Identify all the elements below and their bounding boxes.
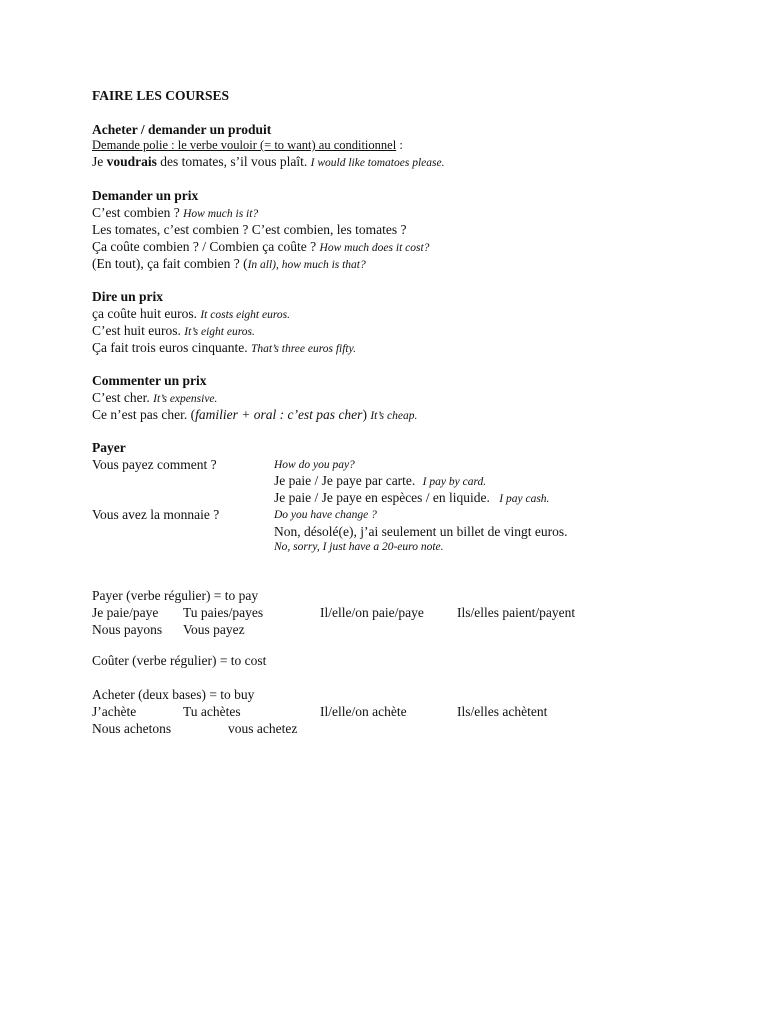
conj-acheter-2s: Tu achètes: [183, 704, 241, 719]
translation: It’s cheap.: [370, 410, 418, 422]
section-heading-dire-prix: Dire un prix: [92, 289, 164, 304]
french-text: Ça coûte combien ? / Combien ça coûte ?: [92, 239, 317, 254]
french-text: Je paie / Je paye par carte.: [274, 473, 416, 488]
french-text: Ça fait trois euros cinquante.: [92, 340, 248, 355]
translation: That’s three euros fifty.: [250, 343, 356, 355]
pay-question-2: Vous avez la monnaie ?: [92, 507, 220, 522]
price-question-2: Les tomates, c’est combien ? C’est combien, les tomates ?: [92, 222, 407, 237]
section-heading-commenter: Commenter un prix: [92, 373, 207, 388]
bold-verb: voudrais: [106, 154, 157, 169]
conj-acheter-3s: Il/elle/on achète: [320, 704, 407, 719]
translation: It’s expensive.: [153, 393, 218, 405]
conj-acheter-2p: vous achetez: [228, 721, 298, 736]
verb-couter-title: Coûter (verbe régulier) = to cost: [92, 653, 267, 668]
section-heading-payer: Payer: [92, 440, 126, 455]
french-text: ): [362, 407, 367, 422]
price-statement-3: [92, 339, 356, 358]
polite-request-note: [92, 137, 403, 154]
french-text: C’est huit euros.: [92, 323, 181, 338]
conj-payer-2s: Tu paies/payes: [183, 605, 264, 620]
conj-acheter-3p: Ils/elles achètent: [457, 704, 548, 719]
text-fragment: des tomates, s’il vous plaît.: [156, 154, 308, 169]
translation: I pay by card.: [422, 476, 487, 488]
conj-payer-3p: Ils/elles paient/payent: [457, 605, 576, 620]
french-text: Je paie / Je paye en espèces / en liquide.: [274, 490, 490, 505]
verb-payer-title: Payer (verbe régulier) = to pay: [92, 588, 259, 603]
pay-question-2-translation: Do you have change ?: [274, 509, 377, 521]
translation: In all), how much is that?: [247, 259, 366, 271]
section-heading-demander-prix: Demander un prix: [92, 188, 199, 203]
french-text: C’est combien ?: [92, 205, 180, 220]
conj-payer-1p: Nous payons: [92, 622, 163, 637]
conj-payer-2p: Vous payez: [183, 622, 245, 637]
polite-request-colon: :: [396, 138, 403, 152]
pay-answer-3: Non, désolé(e), j’ai seulement un billet de vingt euros.: [274, 524, 568, 539]
french-text: ça coûte huit euros.: [92, 306, 197, 321]
translation: How much is it?: [183, 208, 259, 220]
translation: I would like tomatoes please.: [310, 157, 445, 169]
page-title: FAIRE LES COURSES: [92, 88, 230, 103]
comment-line-2: [92, 406, 417, 425]
translation: It’s eight euros.: [184, 326, 255, 338]
translation: It costs eight euros.: [200, 309, 290, 321]
conj-payer-1s: Je paie/paye: [92, 605, 159, 620]
pay-answer-2: [274, 489, 549, 508]
pay-answer-3-translation: No, sorry, I just have a 20-euro note.: [274, 541, 444, 553]
translation: I pay cash.: [499, 493, 550, 505]
section-heading-acheter: Acheter / demander un produit: [92, 122, 272, 137]
text-fragment: Je: [92, 154, 107, 169]
french-text: (En tout), ça fait combien ? (: [92, 256, 248, 271]
pay-question-1: Vous payez comment ?: [92, 457, 217, 472]
verb-acheter-title: Acheter (deux bases) = to buy: [92, 687, 255, 702]
pay-question-1-translation: How do you pay?: [274, 459, 355, 471]
register-note: familier + oral : c’est pas cher: [195, 407, 363, 422]
example-voudrais: [92, 153, 444, 172]
polite-request-underlined: Demande polie : le verbe vouloir (= to want) au conditionnel: [92, 138, 397, 152]
conj-acheter-1p: Nous achetons: [92, 721, 172, 736]
french-text: Ce n’est pas cher. (: [92, 407, 196, 422]
translation: How much does it cost?: [319, 242, 430, 254]
conj-acheter-1s: J’achète: [92, 704, 137, 719]
price-question-4: [92, 255, 366, 274]
french-text: C’est cher.: [92, 390, 150, 405]
conj-payer-3s: Il/elle/on paie/paye: [320, 605, 424, 620]
